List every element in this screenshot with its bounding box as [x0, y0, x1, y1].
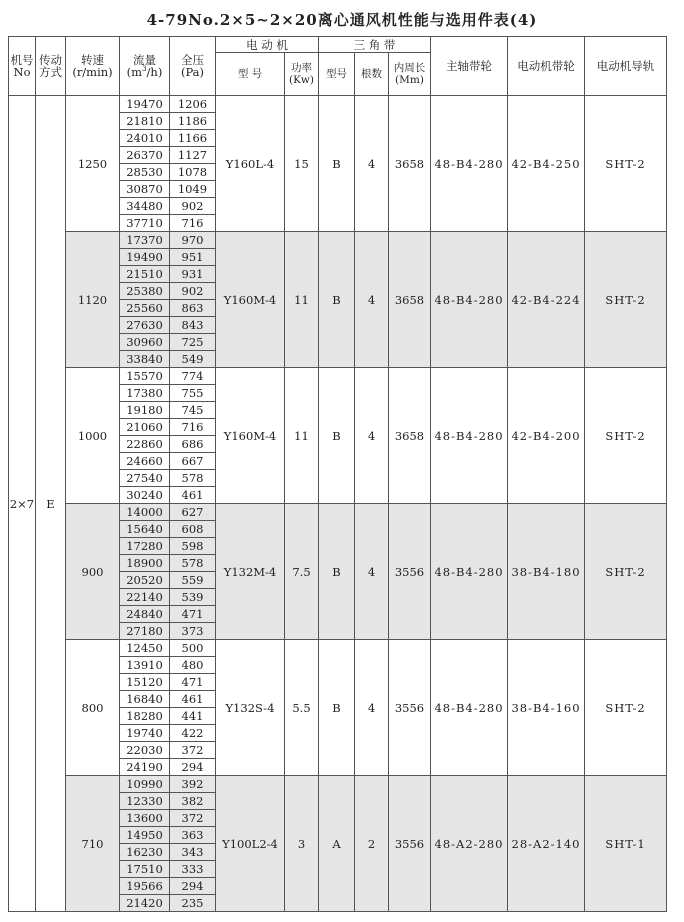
pressure-cell: 716	[170, 215, 216, 232]
pressure-cell: 774	[170, 368, 216, 385]
flow-cell: 22140	[120, 589, 170, 606]
pressure-cell: 441	[170, 708, 216, 725]
pressure-cell: 902	[170, 198, 216, 215]
flow-cell: 20520	[120, 572, 170, 589]
flow-cell: 16230	[120, 844, 170, 861]
pressure-cell: 951	[170, 249, 216, 266]
motor-pulley-cell: 38-B4-160	[508, 640, 585, 776]
table-row	[9, 776, 667, 793]
pressure-cell: 461	[170, 691, 216, 708]
flow-cell: 25380	[120, 283, 170, 300]
motor-pulley-cell: 42-B4-200	[508, 368, 585, 504]
belt-type-cell: B	[319, 232, 355, 368]
pressure-cell: 372	[170, 810, 216, 827]
flow-cell: 24660	[120, 453, 170, 470]
motor-rail-cell: SHT-2	[585, 368, 667, 504]
flow-cell: 10990	[120, 776, 170, 793]
table-row	[9, 232, 667, 249]
motor-pulley-cell: 38-B4-180	[508, 504, 585, 640]
pressure-cell: 598	[170, 538, 216, 555]
header-motor-model: 型 号	[216, 53, 285, 96]
speed-cell: 800	[66, 640, 120, 776]
header-vbelt: 三 角 带	[319, 37, 431, 53]
pressure-cell: 745	[170, 402, 216, 419]
flow-cell: 15640	[120, 521, 170, 538]
motor-rail-cell: SHT-2	[585, 504, 667, 640]
motor-power-cell: 11	[285, 232, 319, 368]
header-speed: 转速 (r/min)	[66, 37, 120, 96]
motor-power-cell: 3	[285, 776, 319, 912]
flow-cell: 18280	[120, 708, 170, 725]
pressure-cell: 863	[170, 300, 216, 317]
motor-power-cell: 7.5	[285, 504, 319, 640]
main-pulley-cell: 48-B4-280	[431, 96, 508, 232]
flow-cell: 12330	[120, 793, 170, 810]
motor-model-cell: Y160M-4	[216, 368, 285, 504]
pressure-cell: 1049	[170, 181, 216, 198]
flow-cell: 24190	[120, 759, 170, 776]
header-belt-count: 根数	[355, 53, 389, 96]
main-pulley-cell: 48-B4-280	[431, 232, 508, 368]
pressure-cell: 373	[170, 623, 216, 640]
flow-cell: 22030	[120, 742, 170, 759]
header-flow: 流量 $(m^3/h)$	[120, 37, 170, 96]
header-main-pulley: 主轴带轮	[431, 37, 508, 96]
motor-model-cell: Y132M-4	[216, 504, 285, 640]
pressure-cell: 294	[170, 759, 216, 776]
header-motor-power: 功率 (Kw)	[285, 53, 319, 96]
header-drive: 传动 方式	[36, 37, 66, 96]
pressure-cell: 471	[170, 674, 216, 691]
flow-cell: 27540	[120, 470, 170, 487]
pressure-cell: 539	[170, 589, 216, 606]
pressure-cell: 559	[170, 572, 216, 589]
pressure-cell: 294	[170, 878, 216, 895]
flow-cell: 21510	[120, 266, 170, 283]
motor-pulley-cell: 28-A2-140	[508, 776, 585, 912]
pressure-cell: 667	[170, 453, 216, 470]
flow-cell: 33840	[120, 351, 170, 368]
motor-pulley-cell: 42-B4-250	[508, 96, 585, 232]
header-belt-length: 内周长 (Mm)	[389, 53, 431, 96]
motor-power-cell: 5.5	[285, 640, 319, 776]
pressure-cell: 549	[170, 351, 216, 368]
flow-cell: 26370	[120, 147, 170, 164]
flow-cell: 21810	[120, 113, 170, 130]
main-pulley-cell: 48-A2-280	[431, 776, 508, 912]
flow-cell: 13910	[120, 657, 170, 674]
flow-cell: 17380	[120, 385, 170, 402]
flow-cell: 27180	[120, 623, 170, 640]
belt-length-cell: 3658	[389, 96, 431, 232]
motor-rail-cell: SHT-1	[585, 776, 667, 912]
flow-cell: 15570	[120, 368, 170, 385]
belt-length-cell: 3658	[389, 368, 431, 504]
pressure-cell: 755	[170, 385, 216, 402]
table-row	[9, 368, 667, 385]
belt-type-cell: B	[319, 504, 355, 640]
flow-cell: 19470	[120, 96, 170, 113]
pressure-cell: 372	[170, 742, 216, 759]
flow-cell: 30960	[120, 334, 170, 351]
header-motor-pulley: 电动机带轮	[508, 37, 585, 96]
motor-power-cell: 11	[285, 368, 319, 504]
flow-cell: 17280	[120, 538, 170, 555]
flow-cell: 19180	[120, 402, 170, 419]
motor-model-cell: Y100L2-4	[216, 776, 285, 912]
fan-performance-table	[8, 36, 667, 912]
motor-model-cell: Y160L-4	[216, 96, 285, 232]
table-row	[9, 96, 667, 113]
belt-count-cell: 4	[355, 368, 389, 504]
flow-cell: 37710	[120, 215, 170, 232]
pressure-cell: 578	[170, 470, 216, 487]
pressure-cell: 725	[170, 334, 216, 351]
flow-cell: 19566	[120, 878, 170, 895]
pressure-cell: 843	[170, 317, 216, 334]
flow-cell: 15120	[120, 674, 170, 691]
speed-cell: 1250	[66, 96, 120, 232]
motor-pulley-cell: 42-B4-224	[508, 232, 585, 368]
main-pulley-cell: 48-B4-280	[431, 640, 508, 776]
pressure-cell: 1078	[170, 164, 216, 181]
machine-no-cell: 2×7	[9, 96, 36, 912]
speed-cell: 710	[66, 776, 120, 912]
main-pulley-cell: 48-B4-280	[431, 368, 508, 504]
header-belt-type: 型号	[319, 53, 355, 96]
header-motor-rail: 电动机导轨	[585, 37, 667, 96]
belt-type-cell: B	[319, 640, 355, 776]
pressure-cell: 343	[170, 844, 216, 861]
table-row	[9, 504, 667, 521]
motor-rail-cell: SHT-2	[585, 232, 667, 368]
flow-cell: 16840	[120, 691, 170, 708]
motor-rail-cell: SHT-2	[585, 96, 667, 232]
pressure-cell: 500	[170, 640, 216, 657]
flow-cell: 17370	[120, 232, 170, 249]
belt-count-cell: 4	[355, 640, 389, 776]
pressure-cell: 392	[170, 776, 216, 793]
pressure-cell: 461	[170, 487, 216, 504]
flow-cell: 19490	[120, 249, 170, 266]
belt-type-cell: B	[319, 368, 355, 504]
pressure-cell: 1166	[170, 130, 216, 147]
flow-cell: 30240	[120, 487, 170, 504]
header-motor: 电 动 机	[216, 37, 319, 53]
pressure-cell: 1127	[170, 147, 216, 164]
pressure-cell: 970	[170, 232, 216, 249]
belt-count-cell: 4	[355, 232, 389, 368]
pressure-cell: 716	[170, 419, 216, 436]
pressure-cell: 608	[170, 521, 216, 538]
flow-cell: 24840	[120, 606, 170, 623]
pressure-cell: 471	[170, 606, 216, 623]
belt-length-cell: 3556	[389, 504, 431, 640]
pressure-cell: 422	[170, 725, 216, 742]
header-machine-no: 机号 No	[9, 37, 36, 96]
belt-length-cell: 3658	[389, 232, 431, 368]
main-pulley-cell: 48-B4-280	[431, 504, 508, 640]
pressure-cell: 1206	[170, 96, 216, 113]
belt-type-cell: A	[319, 776, 355, 912]
flow-cell: 22860	[120, 436, 170, 453]
header-pressure: 全压 (Pa)	[170, 37, 216, 96]
flow-cell: 30870	[120, 181, 170, 198]
belt-length-cell: 3556	[389, 776, 431, 912]
pressure-cell: 333	[170, 861, 216, 878]
motor-model-cell: Y132S-4	[216, 640, 285, 776]
belt-type-cell: B	[319, 96, 355, 232]
table-row	[9, 640, 667, 657]
pressure-cell: 480	[170, 657, 216, 674]
flow-cell: 17510	[120, 861, 170, 878]
pressure-cell: 686	[170, 436, 216, 453]
flow-cell: 18900	[120, 555, 170, 572]
belt-count-cell: 4	[355, 504, 389, 640]
pressure-cell: 382	[170, 793, 216, 810]
belt-count-cell: 2	[355, 776, 389, 912]
belt-length-cell: 3556	[389, 640, 431, 776]
flow-cell: 14950	[120, 827, 170, 844]
table-title: 4-79No.2×5~2×20离心通风机性能与选用件表(4)	[146, 11, 538, 29]
pressure-cell: 363	[170, 827, 216, 844]
motor-rail-cell: SHT-2	[585, 640, 667, 776]
flow-cell: 24010	[120, 130, 170, 147]
flow-cell: 25560	[120, 300, 170, 317]
motor-power-cell: 15	[285, 96, 319, 232]
pressure-cell: 1186	[170, 113, 216, 130]
flow-cell: 14000	[120, 504, 170, 521]
speed-cell: 1000	[66, 368, 120, 504]
pressure-cell: 931	[170, 266, 216, 283]
flow-cell: 12450	[120, 640, 170, 657]
pressure-cell: 627	[170, 504, 216, 521]
flow-cell: 28530	[120, 164, 170, 181]
pressure-cell: 235	[170, 895, 216, 912]
speed-cell: 900	[66, 504, 120, 640]
motor-model-cell: Y160M-4	[216, 232, 285, 368]
flow-cell: 13600	[120, 810, 170, 827]
flow-cell: 34480	[120, 198, 170, 215]
pressure-cell: 902	[170, 283, 216, 300]
drive-cell: E	[36, 96, 66, 912]
speed-cell: 1120	[66, 232, 120, 368]
flow-cell: 21060	[120, 419, 170, 436]
flow-cell: 21420	[120, 895, 170, 912]
flow-cell: 19740	[120, 725, 170, 742]
belt-count-cell: 4	[355, 96, 389, 232]
flow-cell: 27630	[120, 317, 170, 334]
pressure-cell: 578	[170, 555, 216, 572]
